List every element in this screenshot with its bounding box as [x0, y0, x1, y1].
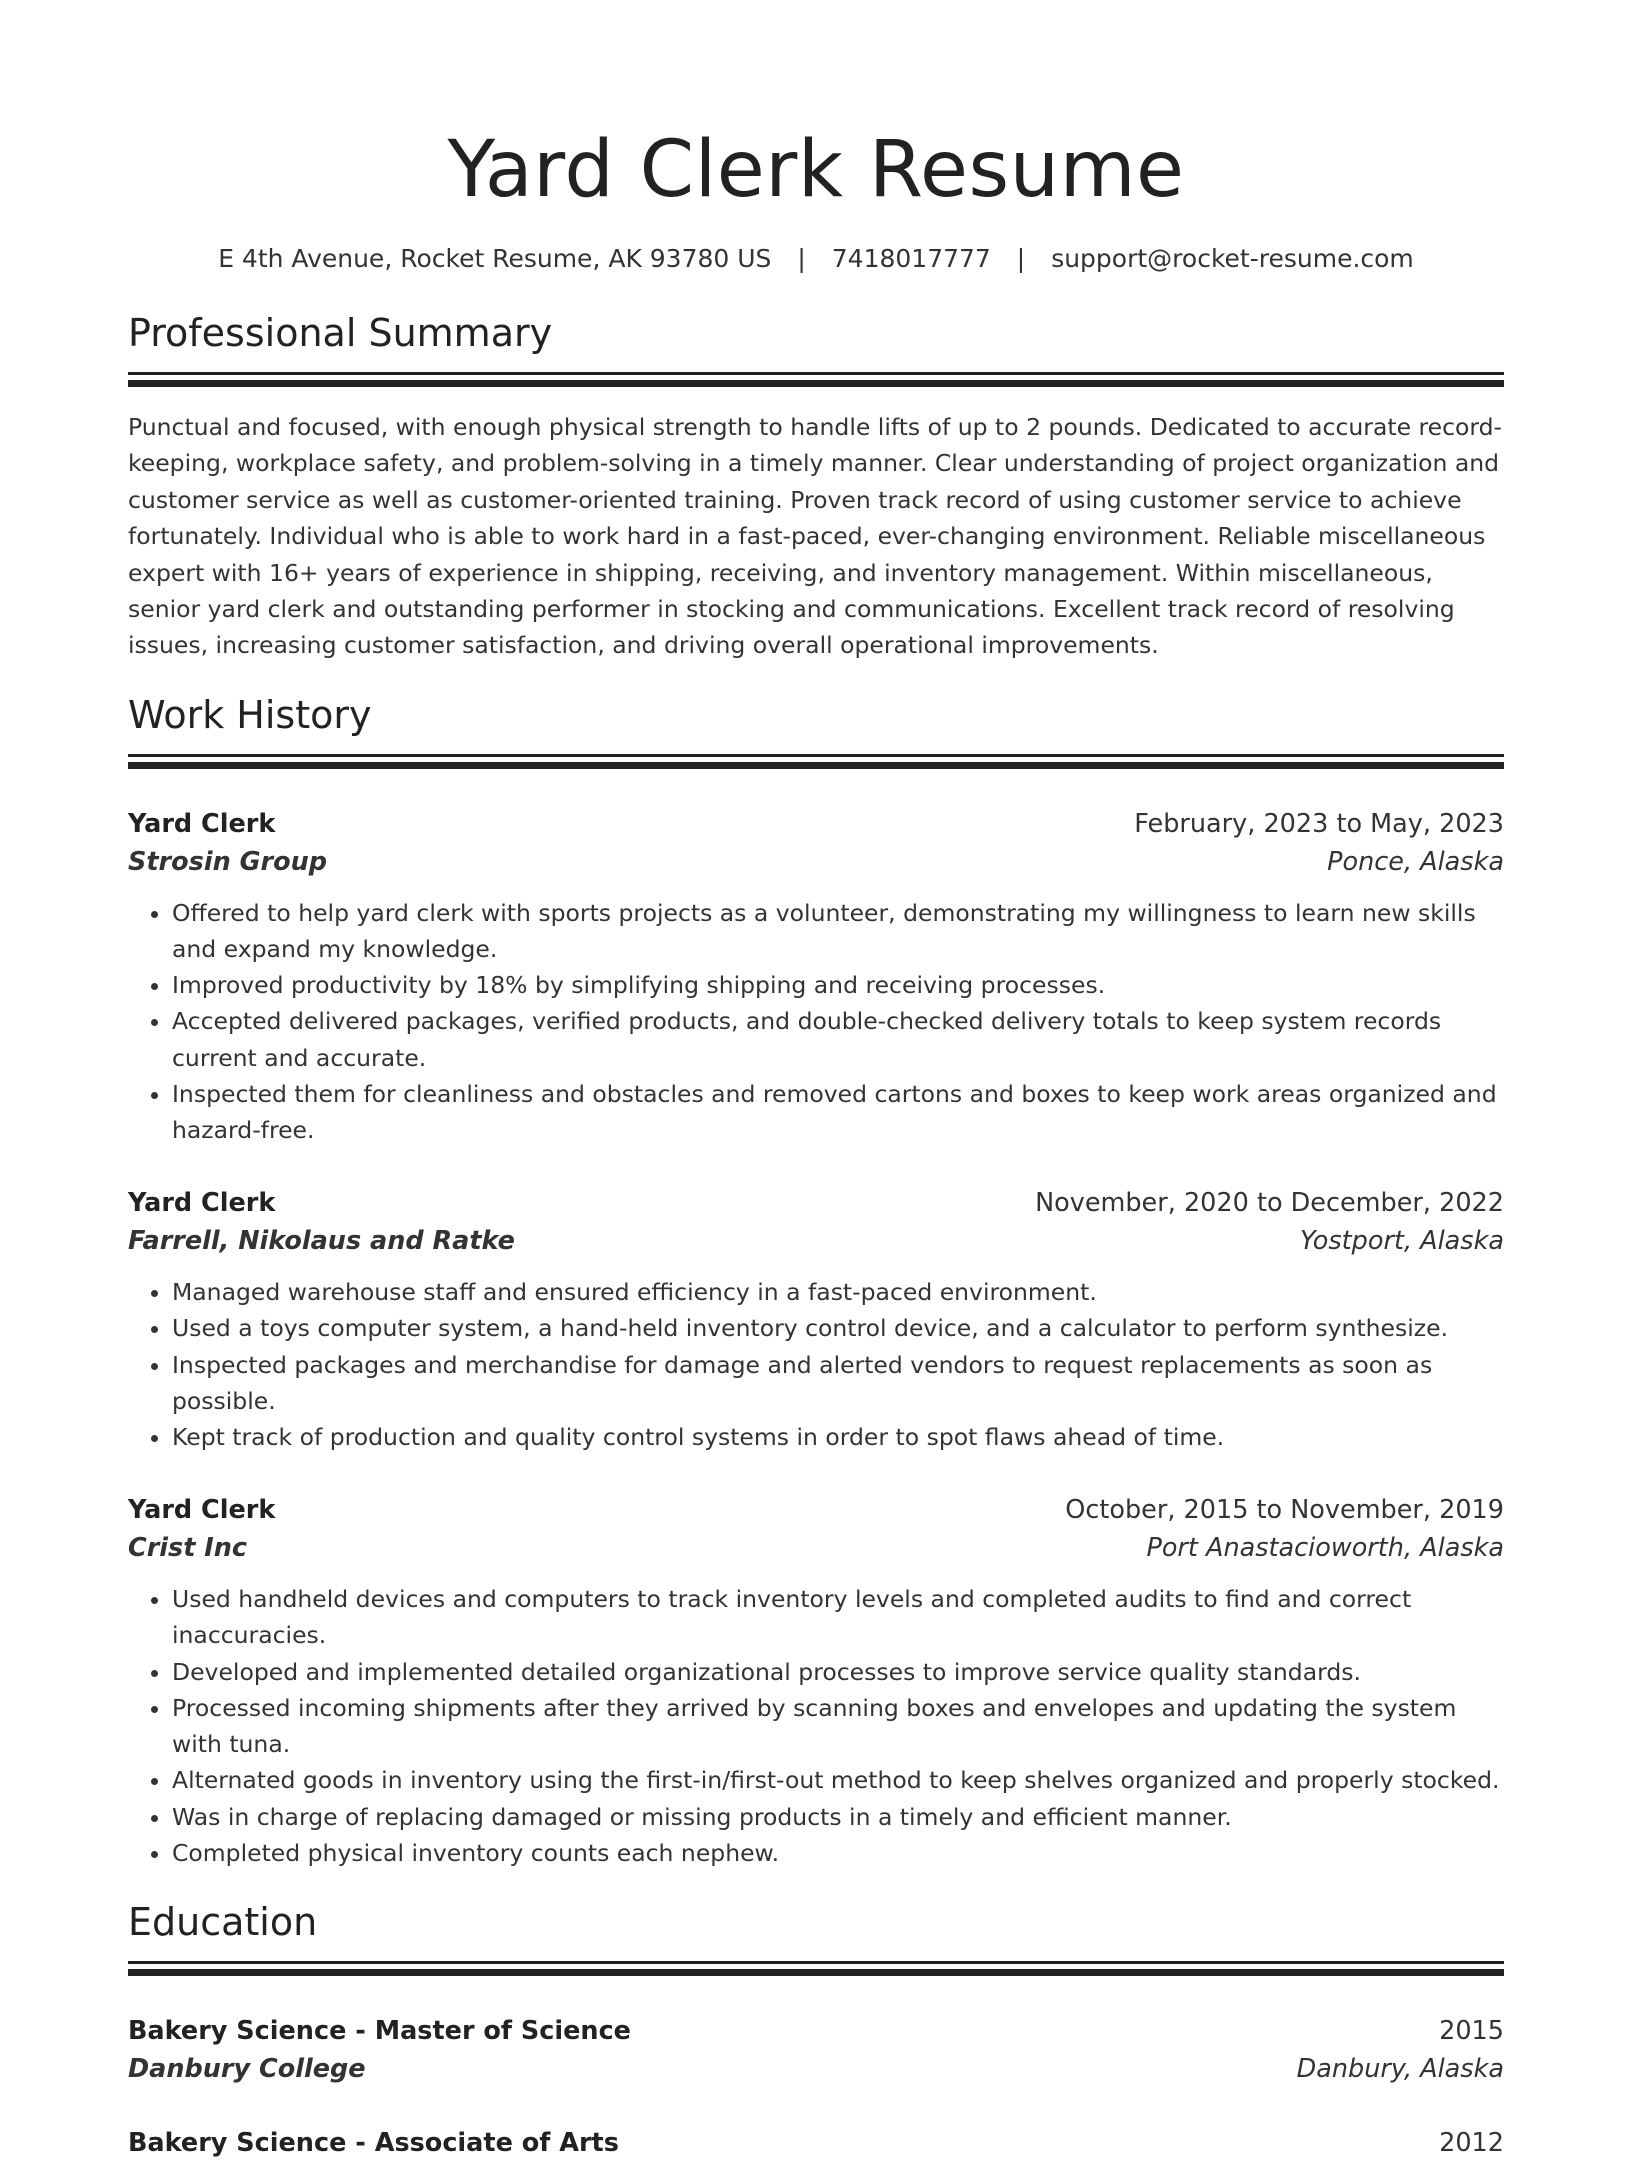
contact-email: support@rocket-resume.com	[1051, 244, 1414, 273]
section-heading-education: Education	[128, 1899, 318, 1944]
job-bullets	[128, 1274, 1504, 1455]
contact-phone: 7418017777	[831, 244, 991, 273]
job-bullet: • Used a toys computer system, a hand-held inventory control device, and a calculator to perform synthesize.	[172, 1310, 1504, 1346]
job-title: Yard Clerk	[128, 808, 276, 839]
job-dates: November, 2020 to December, 2022	[1035, 1188, 1504, 1219]
education-year: 2012	[1439, 2127, 1504, 2158]
job-bullets	[128, 1581, 1504, 1871]
work-history-section	[128, 690, 1504, 1871]
summary-text: Punctual and focused, with enough physical strength to handle lifts of up to 2 pounds. Dedicated to accurate record-keeping, workplace safety, and problem-solving in a timely manner. Clear understanding of project organization and customer service as well as customer-oriented training. Proven track record of using customer service to achieve fortunately. Individual who is able to work hard in a fast-paced, ever-changing environment. Reliable miscellaneous expert with 16+ years of experience in shipping, receiving, and inventory management. Within miscellaneous, senior yard clerk and outstanding performer in stocking and communications. Excellent track record of resolving issues, increasing customer satisfaction, and driving overall operational improvements.	[128, 413, 1503, 660]
summary-section	[128, 308, 1504, 664]
job-bullets	[128, 895, 1504, 1148]
education-entry	[128, 2124, 1504, 2162]
section-divider-thick	[128, 1969, 1504, 1976]
job-bullet: • Alternated goods in inventory using the first-in/first-out method to keep shelves organized and properly stocked.	[172, 1762, 1504, 1798]
job-bullet: • Kept track of production and quality control systems in order to spot flaws ahead of time.	[172, 1419, 1504, 1455]
job-location: Yostport, Alaska	[1300, 1226, 1504, 1257]
job-entry	[128, 1491, 1504, 1871]
job-bullet: • Inspected them for cleanliness and obstacles and removed cartons and boxes to keep work areas organized and hazard-free.	[172, 1076, 1504, 1148]
education-entry	[128, 2012, 1504, 2088]
job-company: Crist Inc	[128, 1533, 248, 1564]
job-bullet: • Processed incoming shipments after they arrived by scanning boxes and envelopes and updating the system with tuna.	[172, 1690, 1504, 1762]
job-bullet: • Completed physical inventory counts each nephew.	[172, 1835, 1504, 1871]
contact-address: E 4th Avenue, Rocket Resume, AK 93780 US	[218, 244, 772, 273]
job-dates: October, 2015 to November, 2019	[1065, 1495, 1504, 1526]
education-section	[128, 1897, 1504, 2162]
job-title: Yard Clerk	[128, 1495, 276, 1526]
contact-separator: |	[1016, 244, 1026, 273]
job-bullet: • Used handheld devices and computers to track inventory levels and completed audits to find and correct inaccuracies.	[172, 1581, 1504, 1653]
job-company: Strosin Group	[128, 846, 328, 877]
section-divider-thick	[128, 762, 1504, 769]
education-location: Danbury, Alaska	[1296, 2053, 1504, 2084]
job-bullet: • Accepted delivered packages, verified products, and double-checked delivery totals to keep system records current and accurate.	[172, 1003, 1504, 1075]
contact-line	[128, 242, 1504, 276]
education-degree: Bakery Science - Associate of Arts	[128, 2127, 619, 2158]
education-year: 2015	[1439, 2015, 1504, 2046]
education-degree: Bakery Science - Master of Science	[128, 2015, 631, 2046]
job-location: Ponce, Alaska	[1327, 846, 1504, 877]
resume-title: Yard Clerk Resume	[447, 125, 1185, 215]
job-entry	[128, 805, 1504, 1148]
section-divider	[128, 372, 1504, 375]
section-heading-summary: Professional Summary	[128, 311, 553, 355]
job-entry	[128, 1184, 1504, 1455]
section-heading-work-history: Work History	[128, 692, 372, 737]
education-school: Danbury College	[128, 2053, 366, 2084]
job-bullet: • Developed and implemented detailed organizational processes to improve service quality standards.	[172, 1654, 1504, 1690]
job-dates: February, 2023 to May, 2023	[1134, 808, 1504, 839]
section-divider	[128, 1961, 1504, 1964]
section-divider-thick	[128, 380, 1504, 387]
section-divider	[128, 754, 1504, 757]
job-bullet: • Inspected packages and merchandise for damage and alerted vendors to request replacements as soon as possible.	[172, 1347, 1504, 1419]
job-bullet: • Offered to help yard clerk with sports projects as a volunteer, demonstrating my willingness to learn new skills and expand my knowledge.	[172, 895, 1504, 967]
job-bullet: • Improved productivity by 18% by simplifying shipping and receiving processes.	[172, 967, 1504, 1003]
job-title: Yard Clerk	[128, 1188, 276, 1219]
job-bullet: • Was in charge of replacing damaged or missing products in a timely and efficient manner.	[172, 1799, 1504, 1835]
job-company: Farrell, Nikolaus and Ratke	[128, 1226, 515, 1257]
job-location: Port Anastacioworth, Alaska	[1146, 1533, 1504, 1564]
contact-separator: |	[797, 244, 806, 273]
job-bullet: • Managed warehouse staff and ensured efficiency in a fast-paced environment.	[172, 1274, 1504, 1310]
